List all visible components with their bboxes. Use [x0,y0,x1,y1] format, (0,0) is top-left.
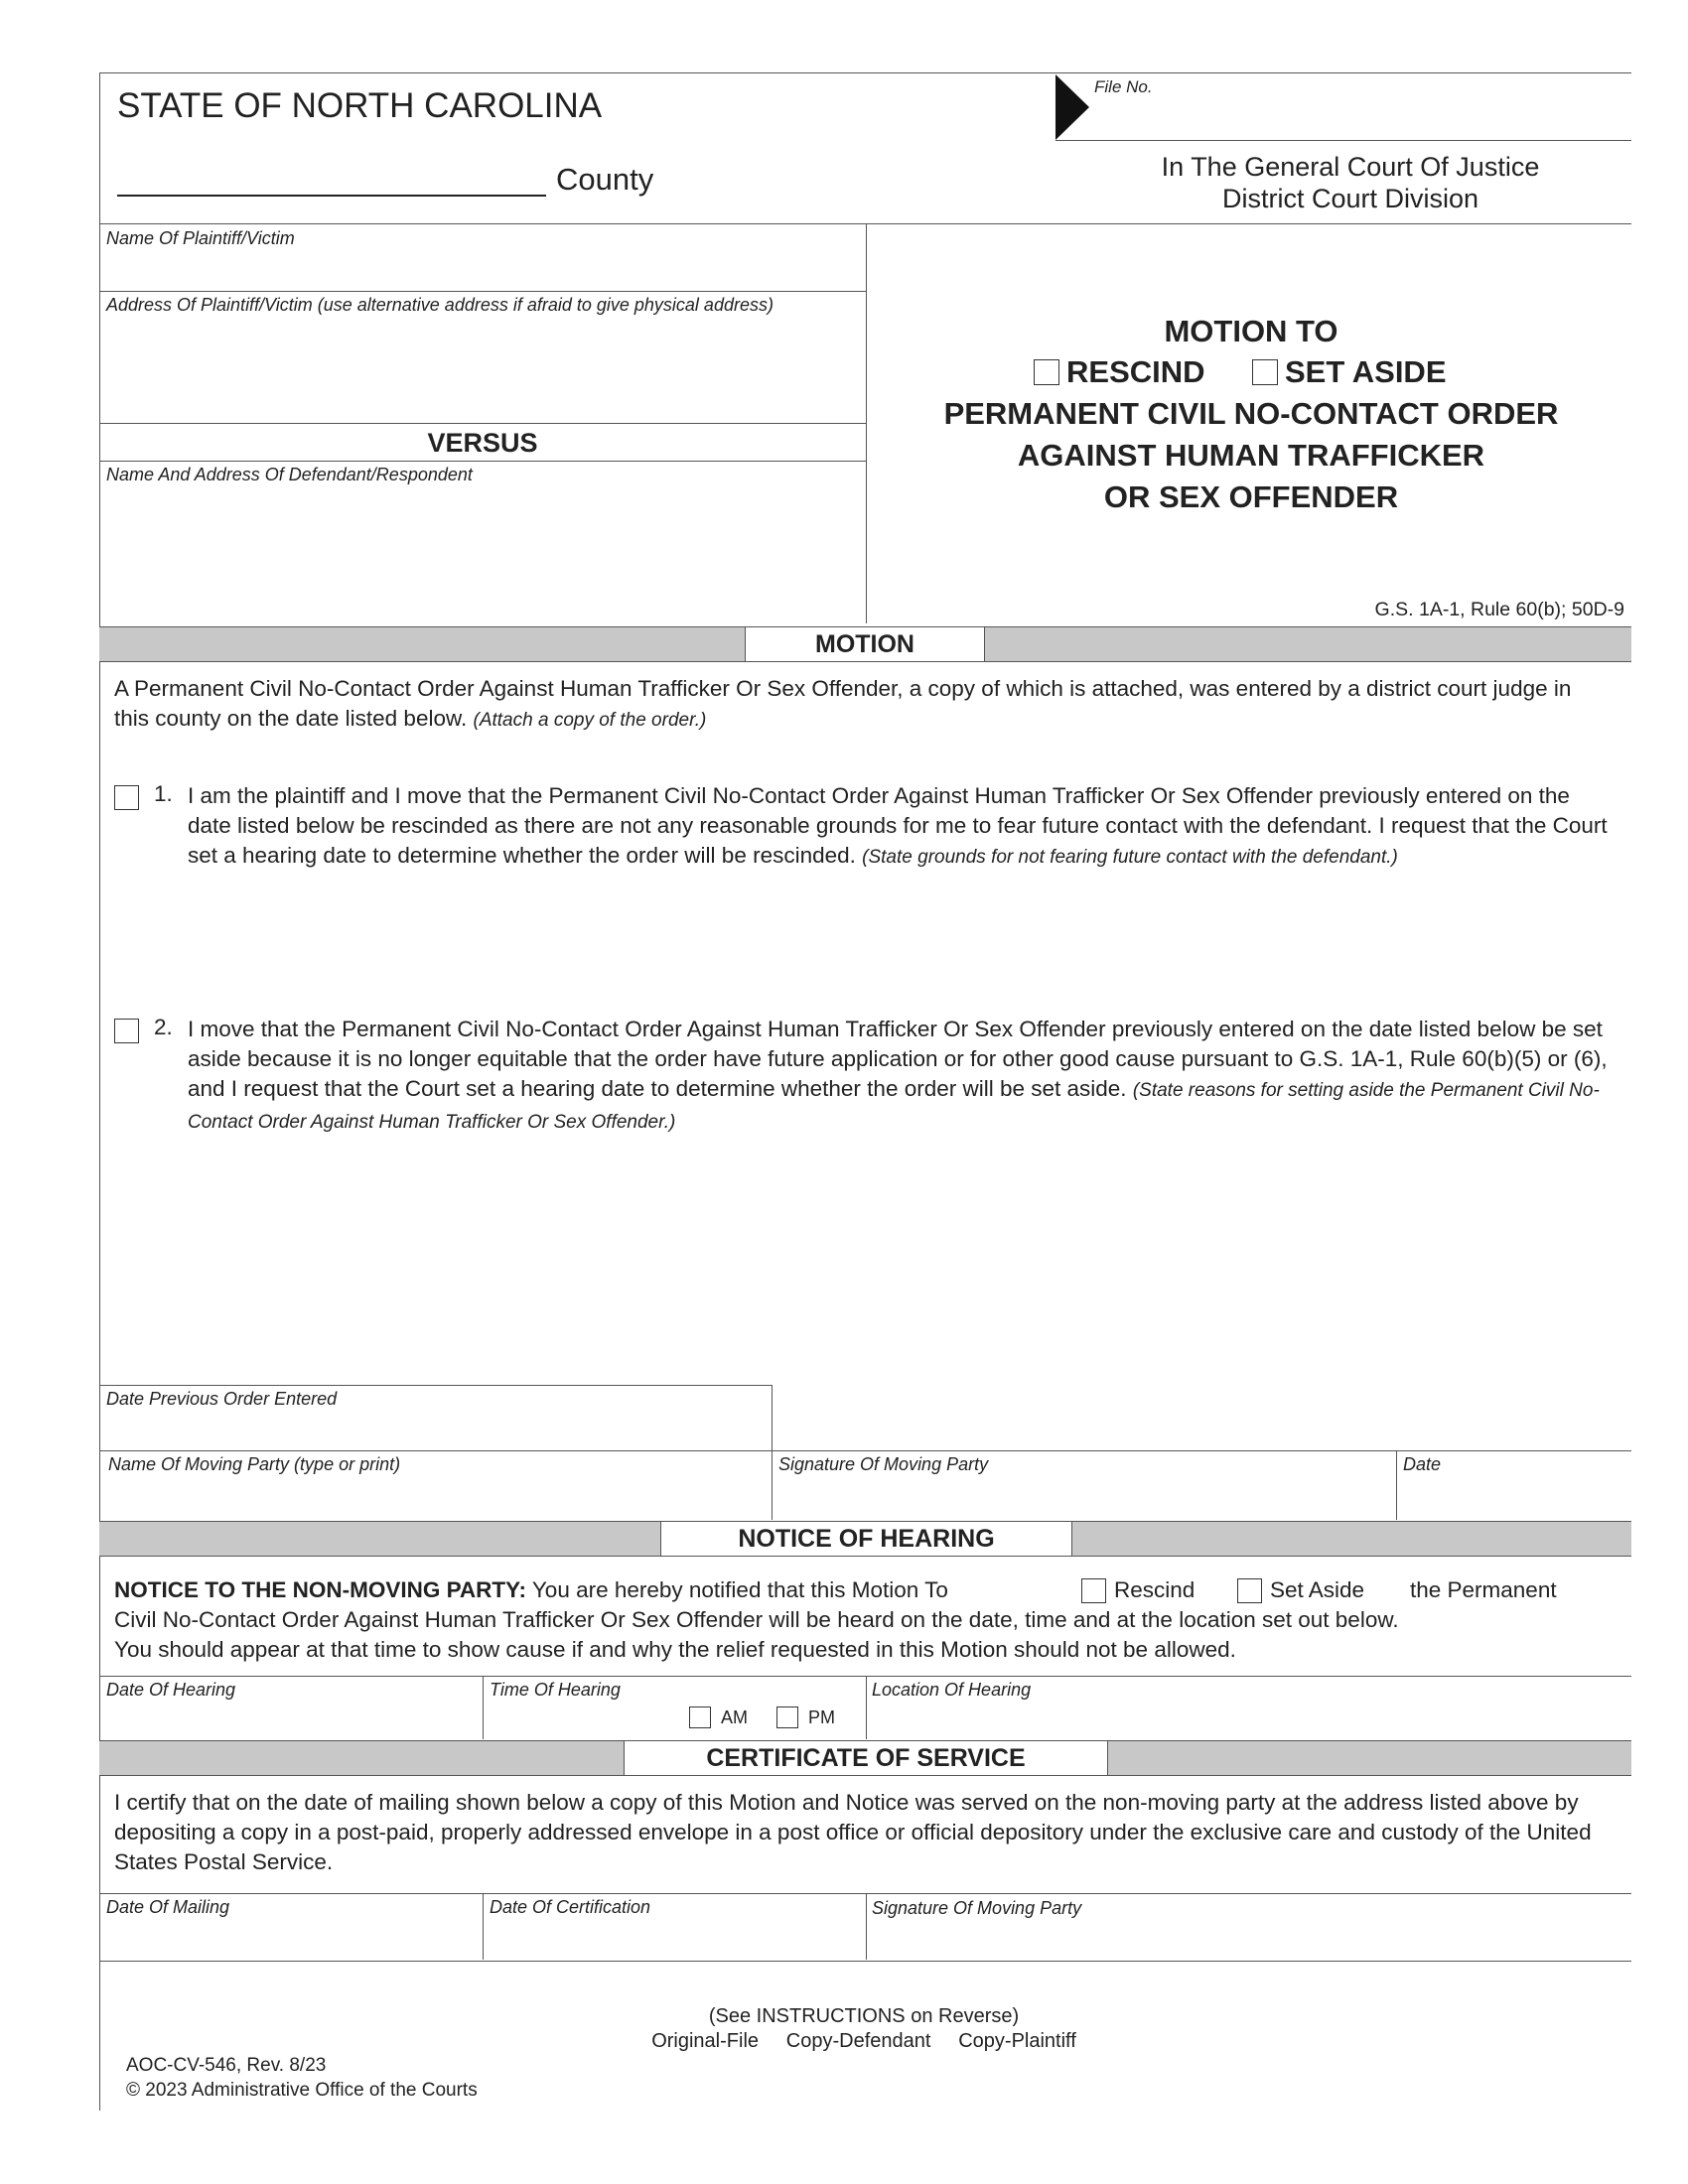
file-no-field[interactable] [1092,99,1628,139]
moving-party-signature-label: Signature Of Moving Party [778,1454,989,1474]
certification-date-label: Date Of Certification [490,1897,651,1917]
title-line-3: PERMANENT CIVIL NO-CONTACT ORDER [943,396,1559,431]
title-rescind: RESCIND [1066,354,1205,389]
rescind-checkbox[interactable] [1034,359,1059,385]
certification-date-field[interactable] [487,1918,864,1958]
motion-date-field[interactable] [1400,1477,1628,1517]
date-previous-order-field[interactable] [101,1410,769,1449]
item2-reasons-field[interactable] [188,1132,1618,1380]
hearing-time-field[interactable] [487,1700,685,1737]
plaintiff-address-label: Address Of Plaintiff/Victim (use alternative address if afraid to give physical address) [106,295,774,315]
mailing-date-field[interactable] [101,1918,481,1958]
defendant-label: Name And Address Of Defendant/Respondent [106,465,473,484]
motion-intro [114,674,1584,736]
moving-party-signature-field[interactable] [774,1477,1392,1517]
title-set-aside: SET ASIDE [1285,354,1447,389]
notice-set-aside-checkbox[interactable] [1237,1578,1262,1603]
am-checkbox[interactable] [689,1706,711,1728]
item2-note: (State reasons for setting aside the Permanent Civil No-Contact Order Against Human Trafficker Or Sex Offender.) [188,1080,1600,1133]
item2-checkbox[interactable] [114,1019,139,1043]
item1-checkbox[interactable] [114,785,139,810]
moving-party-name-label: Name Of Moving Party (type or print) [108,1454,401,1474]
file-no-label: File No. [1094,77,1153,96]
notice-text-b: the Permanent [1410,1577,1557,1602]
date-previous-order-label: Date Previous Order Entered [106,1389,338,1409]
certificate-heading: CERTIFICATE OF SERVICE [624,1740,1108,1776]
notice-line-2: Civil No-Contact Order Against Human Trafficker Or Sex Offender will be heard on the date, time and at the location set out below. [114,1607,1399,1632]
notice-band [99,1521,1631,1557]
certificate-text: I certify that on the date of mailing shown below a copy of this Motion and Notice was served on the non-moving party at the address listed above by depositing a copy in a post-paid, properly addressed envelope in a post office or official depository under the exclusive care and custody of the United States Postal Service. [114,1790,1592,1874]
plaintiff-name-field[interactable] [101,250,864,290]
title-motion-to: MOTION TO [1164,314,1338,348]
court-line-1: In The General Court Of Justice [1161,152,1540,182]
motion-date-label: Date [1403,1454,1442,1474]
notice-text-a: You are hereby notified that this Motion To [531,1577,948,1602]
notice-line-1 [114,1575,948,1605]
state-name: STATE OF NORTH CAROLINA [117,86,603,125]
mailing-date-label: Date Of Mailing [106,1897,230,1917]
notice-set-aside-label: Set Aside [1270,1577,1365,1602]
notice-heading: NOTICE OF HEARING [660,1521,1072,1557]
item2-text: I move that the Permanent Civil No-Contact Order Against Human Trafficker Or Sex Offender previously entered on the date listed below be set aside because it is no longer equitable that the order have future application or for other good cause pursuant to G.S. 1A-1, Rule 60(b)(5) or (6), and I request that the Court set a hearing date to determine whether the order will be set aside. [188,1017,1608,1101]
notice-rescind-label: Rescind [1114,1577,1196,1602]
am-label: AM [721,1707,748,1727]
copy-distribution: Original-File Copy-Defendant Copy-Plaintiff [651,2030,1076,2052]
county-blank[interactable] [117,195,546,197]
certificate-signature-label: Signature Of Moving Party [872,1898,1082,1918]
item2-paragraph [188,1015,1627,1138]
title-line-5: OR SEX OFFENDER [1103,479,1399,514]
plaintiff-address-field[interactable] [101,318,864,421]
notice-lead: NOTICE TO THE NON-MOVING PARTY: [114,1577,526,1602]
plaintiff-name-label: Name Of Plaintiff/Victim [106,228,295,248]
copyright: © 2023 Administrative Office of the Courts [126,2080,478,2101]
item2-number: 2. [154,1015,173,1039]
notice-rescind-checkbox[interactable] [1081,1578,1106,1603]
motion-intro-note: (Attach a copy of the order.) [473,710,707,731]
hearing-time-label: Time Of Hearing [490,1680,621,1700]
county-label: County [556,162,654,197]
file-no-arrow-icon [1055,74,1089,140]
form-id: AOC-CV-546, Rev. 8/23 [126,2055,327,2076]
pm-label: PM [808,1707,835,1727]
defendant-field[interactable] [101,488,864,621]
motion-intro-text: A Permanent Civil No-Contact Order Against Human Trafficker Or Sex Offender, a copy of which is attached, was entered by a district court judge in this county on the date listed below. [114,676,1572,731]
item1-grounds-field[interactable] [188,898,1618,1008]
statute-reference: G.S. 1A-1, Rule 60(b); 50D-9 [1374,599,1624,620]
moving-party-name-field[interactable] [101,1477,769,1517]
court-line-2: District Court Division [1221,184,1479,213]
versus-label: VERSUS [427,428,538,458]
hearing-date-label: Date Of Hearing [106,1680,236,1700]
set-aside-checkbox[interactable] [1252,359,1278,385]
motion-band [99,626,1631,662]
notice-line-3: You should appear at that time to show cause if and why the relief requested in this Motion should not be allowed. [114,1637,1236,1662]
item1-note: (State grounds for not fearing future contact with the defendant.) [862,847,1398,868]
certificate-signature-field[interactable] [870,1918,1628,1958]
item1-paragraph [188,781,1618,873]
hearing-location-field[interactable] [870,1700,1628,1737]
item1-text: I am the plaintiff and I move that the Permanent Civil No-Contact Order Against Human Trafficker Or Sex Offender previously entered on the date listed below be rescinded as there are not any reasonable grounds for me to fear future contact with the defendant. I request that the Court set a hearing date to determine whether the order will be rescinded. [188,783,1608,868]
hearing-date-field[interactable] [101,1700,481,1737]
instructions-note: (See INSTRUCTIONS on Reverse) [708,2005,1020,2027]
pm-checkbox[interactable] [776,1706,798,1728]
motion-heading: MOTION [745,626,985,662]
certificate-band [99,1740,1631,1776]
hearing-location-label: Location Of Hearing [872,1680,1032,1700]
item1-number: 1. [154,781,173,806]
title-line-4: AGAINST HUMAN TRAFFICKER [1017,438,1485,473]
